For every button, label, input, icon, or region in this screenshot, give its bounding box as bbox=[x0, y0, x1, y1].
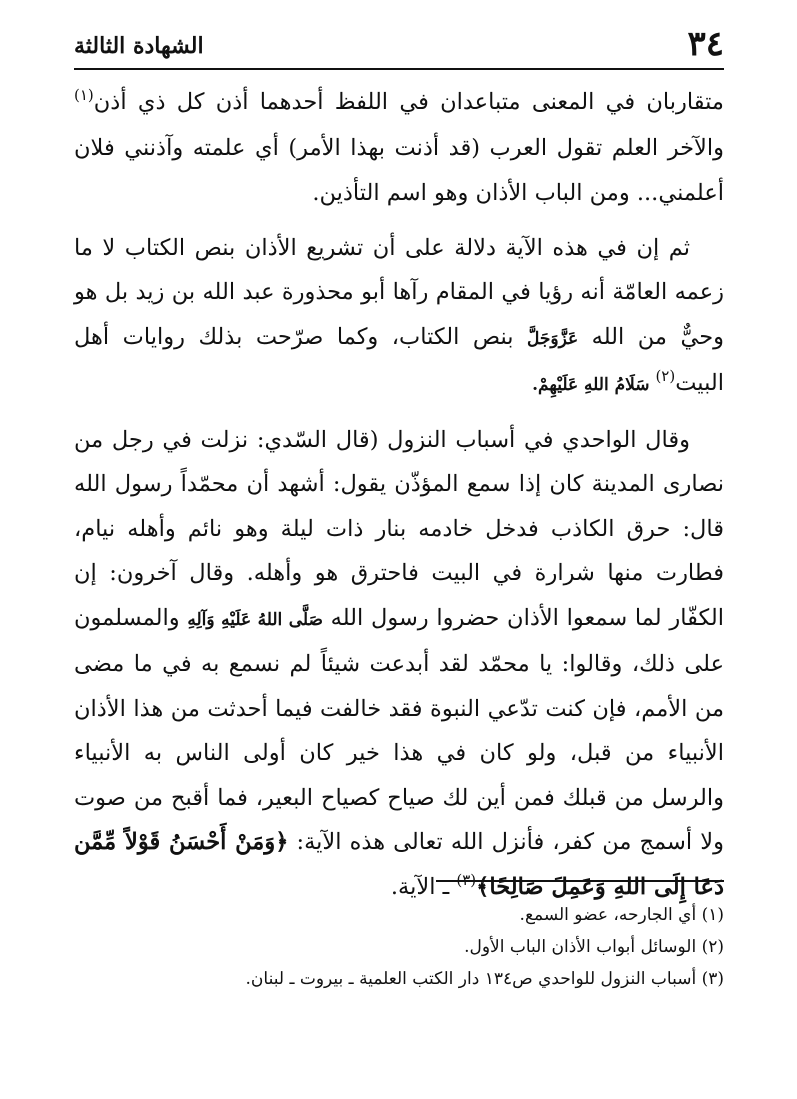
paragraph-2-text-middle: بنص الكتاب، وكما صرّحت بذلك روايات أهل البيت bbox=[74, 323, 724, 396]
footnote-ref-2: (٢) bbox=[655, 367, 676, 385]
paragraph-3-text-start: وقال الواحدي في أسباب النزول (قال السّدي: نزلت في رجل من نصارى المدينة كان إذا سمع المؤذّن يقول: أشهد أن محمّداً رسول الله قال: حرق الكاذب فدخل خادمه بنار ذات ليلة وهو نائم وأهله نيام، فطارت منها شرارة في البيت فاحترق هو وأهله. وقال آخرون: إن الكفّار لما سمعوا الأذان حضروا رسول الله bbox=[74, 426, 724, 631]
footnote-2: (٢) الوسائل أبواب الأذان الباب الأول. bbox=[464, 937, 724, 957]
page-number: ٣٤ bbox=[687, 24, 724, 64]
paragraph-1-text-end: والآخر العلم تقول العرب (قد أذنت بهذا الأمر) أي علمته وآذنني فلان أعلمني... ومن الباب الأذان وهو اسم التأذين. bbox=[74, 134, 724, 206]
paragraph-3-text-end: ـ الآية. bbox=[390, 873, 457, 900]
honorific-azza-wa-jall: عَزَّوَجَلَّ bbox=[527, 328, 579, 349]
honorific-salam: سَلَامُ اللهِ عَلَيْهِمْ. bbox=[532, 375, 656, 395]
footnote-ref-3: (٣) bbox=[456, 870, 477, 889]
footnote-3: (٣) أسباب النزول للواحدي ص١٣٤ دار الكتب العلمية ـ بيروت ـ لبنان. bbox=[245, 969, 724, 989]
paragraph-3 bbox=[74, 418, 724, 910]
paragraph-1-text-start: متقاربان في المعنى متباعدان في اللفظ أحدهما أذن كل ذي أذن bbox=[93, 89, 724, 115]
main-text bbox=[74, 80, 724, 919]
paragraph-2 bbox=[74, 226, 724, 408]
footnote-ref-1: (١) bbox=[74, 86, 94, 104]
running-title: الشهادة الثالثة bbox=[74, 33, 204, 59]
page-header bbox=[74, 24, 724, 70]
footnote-divider bbox=[436, 880, 724, 882]
paragraph-1 bbox=[74, 80, 724, 217]
honorific-salawat: صَلَّى اللهُ عَلَيْهِ وَآلِهِ bbox=[187, 609, 323, 630]
footnote-1: (١) أي الجارحه، عضو السمع. bbox=[519, 905, 724, 925]
footnotes bbox=[74, 899, 724, 995]
paragraph-3-text-middle: والمسلمون على ذلك، وقالوا: يا محمّد لقد أبدعت شيئاً لم نسمع به في ما مضى من الأمم، فإن كنت تدّعي النبوة فقد خالفت فيما أحدثت من هذا الأذان الأنبياء من قبل، ولو كان في هذا خير كان أولى الناس به الأنبياء والرسل من قبلك فمن أين لك صياح كصياح البعير، فما أقبح من صوت ولا أسمج من كفر، فأنزل الله تعالى هذه الآية: bbox=[74, 604, 724, 855]
quran-verse: ﴿وَمَنْ أَحْسَنُ قَوْلاً مِّمَّن دَعَا إِلَى اللهِ وَعَمِلَ صَالِحًا﴾ bbox=[74, 829, 724, 900]
paragraph-2-text-start: ثم إن في هذه الآية دلالة على أن تشريع الأذان بنص الكتاب لا ما زعمه العامّة أنه رؤيا في المقام رآها أبو محذورة عبد الله بن زيد بل هو وحيٌّ من الله bbox=[74, 234, 724, 350]
